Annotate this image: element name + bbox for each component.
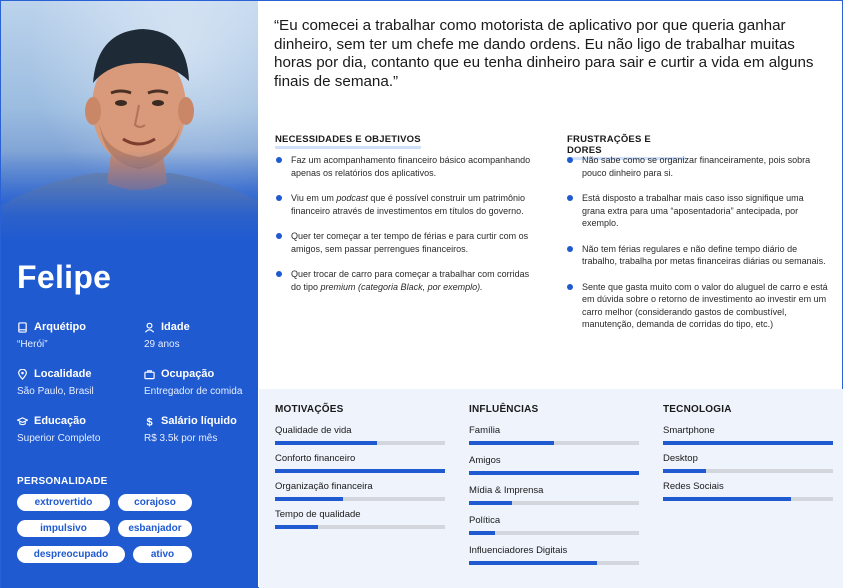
frustrations-list (567, 154, 829, 331)
level-bar-item (469, 425, 639, 445)
level-bar-fill (663, 469, 706, 473)
list-item: Não sabe como se organizar financeiramente, pois sobra pouco dinheiro para si. (567, 154, 829, 179)
level-bar-label: Influenciadores Digitais (469, 545, 568, 556)
level-bar-label: Conforto financeiro (275, 453, 356, 464)
level-bar-track (275, 469, 445, 473)
level-bar-label: Smartphone (663, 425, 715, 436)
level-bar-item (275, 425, 445, 445)
personality-tag: extrovertido (17, 494, 110, 511)
attribute-value: 29 anos (144, 339, 180, 350)
level-bar-label: Desktop (663, 453, 698, 464)
level-bar-item (275, 453, 445, 473)
attribute-label: Educação (34, 415, 86, 427)
level-bar-fill (663, 497, 791, 501)
attribute-value: Entregador de comida (144, 386, 243, 397)
location-pin-icon (17, 369, 28, 380)
attribute-label: Ocupação (161, 368, 215, 380)
level-bar-item (663, 453, 833, 473)
book-icon (17, 322, 28, 333)
level-bar-track (469, 531, 639, 535)
level-bar-track (663, 441, 833, 445)
personality-tags (17, 494, 207, 563)
level-bar-fill (469, 441, 554, 445)
level-bar-fill (469, 561, 597, 565)
attribute-occupation (144, 368, 258, 397)
bottom-panel (259, 389, 843, 588)
level-bar-fill (275, 525, 318, 529)
level-bar-item (663, 425, 833, 445)
level-bar-fill (275, 441, 377, 445)
needs-list (276, 154, 536, 293)
level-bar-label: Família (469, 425, 501, 436)
attribute-label: Arquétipo (34, 321, 86, 333)
level-bar-track (469, 501, 639, 505)
list-item: Sente que gasta muito com o valor do aluguel de carro e está em dúvida sobre o retorno de investimento ao investir em um carro melhor (considerando gastos de combustível, manutenção, demanda de corridas do tipo, etc.) (567, 281, 829, 331)
list-item: Faz um acompanhamento financeiro básico acompanhando apenas os relatórios dos aplicativos. (276, 154, 536, 179)
user-icon (144, 322, 155, 333)
personality-tag: esbanjador (118, 520, 192, 537)
dollar-icon (144, 416, 155, 427)
level-bar-label: Redes Sociais (663, 481, 724, 492)
attribute-age (144, 321, 258, 350)
level-bar-item (469, 455, 639, 475)
personality-title: PERSONALIDADE (17, 476, 108, 487)
personality-tag: impulsivo (17, 520, 110, 537)
attribute-location (17, 368, 137, 397)
attribute-archetype (17, 321, 137, 350)
personality-tag: corajoso (118, 494, 192, 511)
level-bar-label: Organização financeira (275, 481, 373, 492)
level-bar-fill (663, 441, 833, 445)
level-bar-item (663, 481, 833, 501)
level-bar-track (469, 561, 639, 565)
level-bar-fill (275, 497, 343, 501)
level-bar-item (275, 481, 445, 501)
persona-quote: “Eu comecei a trabalhar como motorista de aplicativo por que queria ganhar dinheiro, sem ter um chefe me dando ordens. Eu não ligo de trabalhar muitas horas por dia, contanto que eu tenha dinheiro para sair e curtir a vida em alguns finais de semana.” (274, 17, 814, 90)
attribute-value: R$ 3.5k por mês (144, 433, 218, 444)
list-item: Está disposto a trabalhar mais caso isso signifique uma grana extra para uma “aposentadoria” antecipada, por exemplo. (567, 192, 829, 230)
briefcase-icon (144, 369, 155, 380)
attribute-value: Superior Completo (17, 433, 101, 444)
level-bar-label: Política (469, 515, 501, 526)
level-bar-label: Amigos (469, 455, 501, 466)
attribute-label: Localidade (34, 368, 92, 380)
level-bar-track (469, 471, 639, 475)
level-bar-item (469, 545, 639, 565)
level-bar-track (663, 469, 833, 473)
attribute-label: Idade (161, 321, 190, 333)
needs-item-2-italic: podcast (336, 193, 368, 203)
profile-panel (1, 1, 258, 588)
personality-tag: ativo (133, 546, 192, 563)
attribute-salary (144, 415, 258, 444)
level-bar-fill (469, 531, 495, 535)
list-item: Quer ter começar a ter tempo de férias e para curtir com os amigos, sem passar perrengues financeiros. (276, 230, 536, 255)
level-bar-fill (469, 471, 639, 475)
level-bar-label: Qualidade de vida (275, 425, 352, 436)
influences-title: INFLUÊNCIAS (469, 404, 539, 415)
technology-title: TECNOLOGIA (663, 404, 732, 415)
level-bar-label: Tempo de qualidade (275, 509, 361, 520)
attribute-value: São Paulo, Brasil (17, 386, 94, 397)
attribute-value: “Herói” (17, 339, 48, 350)
needs-title: NECESSIDADES E OBJETIVOS (275, 134, 421, 149)
personality-tag: despreocupado (17, 546, 125, 563)
motivations-title: MOTIVAÇÕES (275, 404, 344, 415)
list-item (276, 192, 536, 217)
level-bar-item (469, 485, 639, 505)
level-bar-track (469, 441, 639, 445)
level-bar-item (275, 509, 445, 529)
list-item: Não tem férias regulares e não define tempo diário de trabalho, trabalha por metas financeiras diárias ou semanais. (567, 243, 829, 268)
level-bar-track (275, 497, 445, 501)
needs-item-4-italic: premium (categoria Black, por exemplo). (320, 281, 483, 292)
frustrations-title: FRUSTRAÇÕES E DORES (567, 134, 686, 160)
profile-photo (1, 1, 258, 241)
attribute-education (17, 415, 137, 444)
list-item (276, 268, 536, 293)
needs-item-4-part-a: Quer trocar de carro para começar a trabalhar com corridas do tipo (291, 269, 530, 292)
svg-text:$: $ (146, 416, 153, 427)
level-bar-fill (469, 501, 512, 505)
level-bar-label: Mídia & Imprensa (469, 485, 544, 496)
graduation-cap-icon (17, 416, 28, 427)
persona-name: Felipe (17, 259, 112, 295)
level-bar-fill (275, 469, 445, 473)
level-bar-track (275, 525, 445, 529)
needs-item-2-part-b: que é possível construir um patrimônio financeiro através de investimentos em títulos do governo. (291, 193, 525, 216)
attribute-label: Salário líquido (161, 415, 237, 427)
needs-item-2-part-a: Viu em um (291, 193, 337, 203)
level-bar-track (275, 441, 445, 445)
level-bar-track (663, 497, 833, 501)
level-bar-item (469, 515, 639, 535)
